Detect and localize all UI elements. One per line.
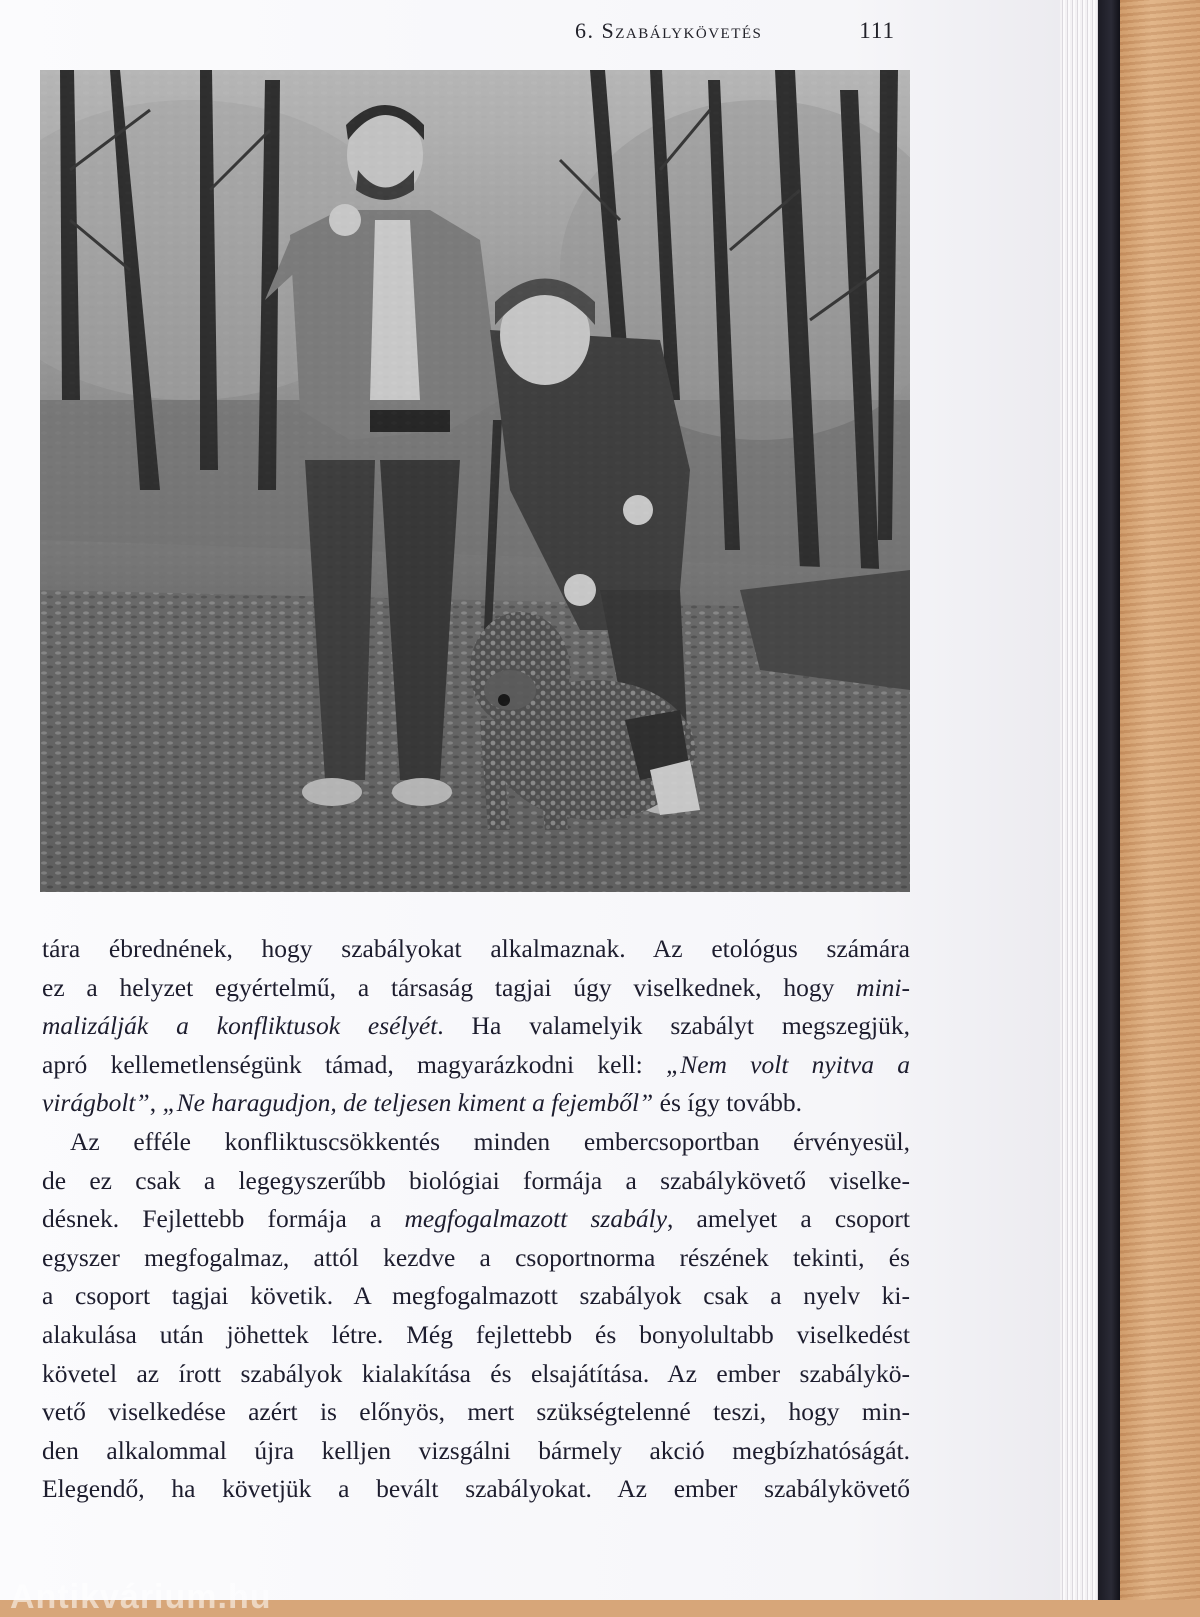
text-line (42, 1046, 910, 1085)
text-line (42, 1200, 910, 1239)
body-text (42, 930, 910, 1509)
text-run: a csoport tagjai követik. A megfogalmazott szabályok csak a nyelv ki- (42, 1281, 910, 1311)
text-run: , amelyet a csoport (667, 1204, 910, 1234)
text-run: vető viselkedése azért is előnyös, mert szükségtelenné teszi, hogy min- (42, 1397, 910, 1427)
italic-run: „Nem volt nyitva a (666, 1049, 911, 1079)
running-head (575, 18, 895, 52)
text-line (42, 969, 910, 1008)
text-run: den alkalommal újra kelljen vizsgálni bármely akció megbízhatóságát. (42, 1435, 910, 1465)
italic-run: „Ne haragudjon, de teljesen kiment a fejemből” (162, 1088, 654, 1118)
text-line (42, 1084, 910, 1123)
text-line (42, 1277, 910, 1316)
text-run: de ez csak a legegyszerűbb biológiai formája a szabálykövető viselke- (42, 1165, 910, 1195)
photograph-image (40, 70, 910, 892)
text-run: és így tovább. (653, 1088, 802, 1118)
watermark: Antikvárium.hu (10, 1578, 272, 1616)
text-line (42, 1355, 910, 1394)
text-line (42, 930, 910, 969)
text-run: tára ébrednének, hogy szabályokat alkalmaznak. Az etológus számára (42, 934, 910, 963)
text-run: egyszer megfogalmaz, attól kezdve a csoportnorma részének tekinti, és (42, 1242, 910, 1272)
text-run: ez a helyzet egyértelmű, a társaság tagjai úgy viselkednek, hogy (42, 972, 857, 1002)
text-run: Elegendő, ha követjük a bevált szabályokat. Az ember szabálykövető (42, 1474, 910, 1504)
text-line (42, 1007, 910, 1046)
text-line (42, 1162, 910, 1201)
text-line (42, 1432, 910, 1471)
text-line (42, 1393, 910, 1432)
text-run: , (149, 1088, 163, 1118)
forest-photograph (40, 70, 910, 892)
text-run: apró kellemetlenségünk támad, magyarázkodni kell: (42, 1049, 666, 1079)
chapter-title: 6. Szabálykövetés (575, 18, 763, 43)
italic-run: mini- (856, 972, 910, 1002)
page-number: 111 (859, 18, 895, 43)
italic-run: malizálják a konfliktusok esélyét (42, 1011, 438, 1041)
text-line (42, 1239, 910, 1278)
text-run: követel az írott szabályok kialakítása és elsajátítása. Az ember szabálykö- (42, 1358, 910, 1388)
text-run: . Ha valamelyik szabályt megszegjük, (437, 1011, 911, 1041)
book-cover-edge (1098, 0, 1120, 1600)
italic-run: megfogalmazott szabály (404, 1204, 668, 1234)
text-line (42, 1123, 910, 1162)
text-run: Az efféle konfliktuscsökkentés minden embercsoportban érvényesül, (70, 1126, 910, 1156)
text-run: désnek. Fejlettebb formája a (42, 1204, 405, 1234)
text-line (42, 1316, 910, 1355)
text-line (42, 1470, 910, 1509)
italic-run: virágbolt” (42, 1088, 150, 1118)
text-run: alakulása után jöhettek létre. Még fejlettebb és bonyolultabb viselkedést (42, 1319, 910, 1349)
wooden-desk-background (1118, 0, 1200, 1600)
